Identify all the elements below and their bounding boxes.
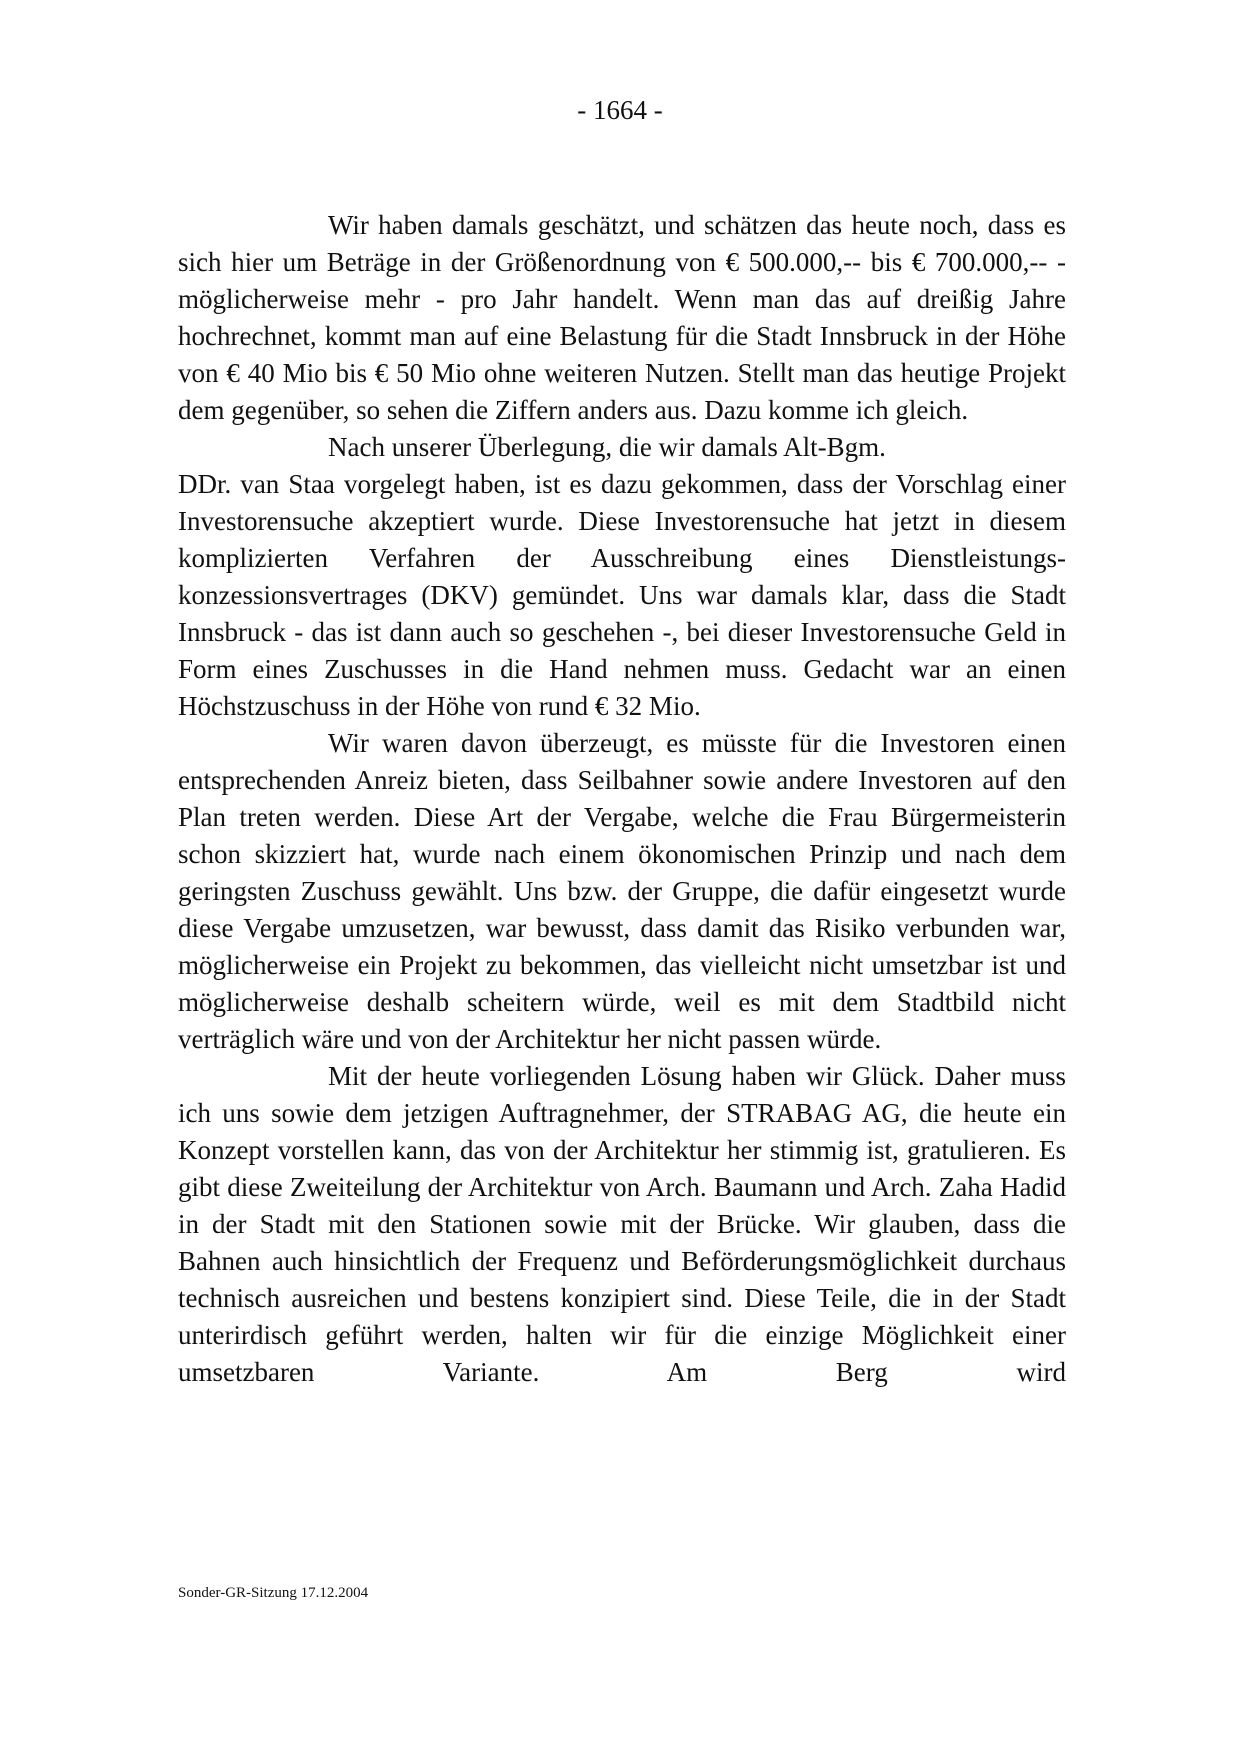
paragraph-2-continuation: DDr. van Staa vorgelegt haben, ist es dazu gekommen, dass der Vorschlag einer Investorensuche akzeptiert wurde. Diese Investorensuche hat jetzt in diesem komplizierten Verfahren der Ausschreibung eines Dienstleistungskonzessionsvertrages (DKV) gemündet. Uns war damals klar, dass die Stadt Innsbruck - das ist dann auch so geschehen -, bei dieser Investorensuche Geld in Form eines Zuschusses in die Hand nehmen muss. Gedacht war an einen Höchstzuschuss in der Höhe von rund € 32 Mio.	[178, 469, 1066, 721]
paragraph-1: Wir haben damals geschätzt, und schätzen das heute noch, dass es sich hier um Beträge in der Größenordnung von € 500.000,-- bis € 700.000,-- - möglicherweise mehr - pro Jahr handelt. Wenn man das auf dreißig Jahre hochrechnet, kommt man auf eine Belastung für die Stadt Innsbruck in der Höhe von € 40 Mio bis € 50 Mio ohne weiteren Nutzen. Stellt man das heutige Projekt dem gegenüber, so sehen die Ziffern anders aus. Dazu komme ich gleich.	[178, 210, 1066, 425]
paragraph-4: Mit der heute vorliegenden Lösung haben wir Glück. Daher muss ich uns sowie dem jetzigen Auftragnehmer, der STRABAG AG, die heute ein Konzept vorstellen kann, das von der Architektur her stimmig ist, gratulieren. Es gibt diese Zweiteilung der Architektur von Arch. Baumann und Arch. Zaha Hadid in der Stadt mit den Stationen sowie mit der Brücke. Wir glauben, dass die Bahnen auch hinsichtlich der Frequenz und Beförderungsmöglichkeit durchaus technisch ausreichen und bestens konzipiert sind. Diese Teile, die in der Stadt unterirdisch geführt werden, halten wir für die einzige Möglichkeit einer umsetzbaren Variante. Am Berg wird	[178, 1061, 1066, 1387]
paragraph-3: Wir waren davon überzeugt, es müsste für die Investoren einen entsprechenden Anreiz bieten, dass Seilbahner sowie andere Investoren auf den Plan treten werden. Diese Art der Vergabe, welche die Frau Bürgermeisterin schon skizziert hat, wurde nach einem ökonomischen Prinzip und nach dem geringsten Zuschuss gewählt. Uns bzw. der Gruppe, die dafür eingesetzt wurde diese Vergabe umzusetzen, war bewusst, dass damit das Risiko verbunden war, möglicherweise ein Projekt zu bekommen, das vielleicht nicht umsetzbar ist und möglicherweise deshalb scheitern würde, weil es mit dem Stadtbild nicht verträglich wäre und von der Architektur her nicht passen würde.	[178, 728, 1066, 1054]
page-footer: Sonder-GR-Sitzung 17.12.2004	[178, 1585, 369, 1601]
body-text	[178, 207, 1066, 1391]
paragraph-2-first-line: Nach unserer Überlegung, die wir damals Alt-Bgm.	[328, 432, 886, 462]
page-number: - 1664 -	[577, 95, 663, 125]
